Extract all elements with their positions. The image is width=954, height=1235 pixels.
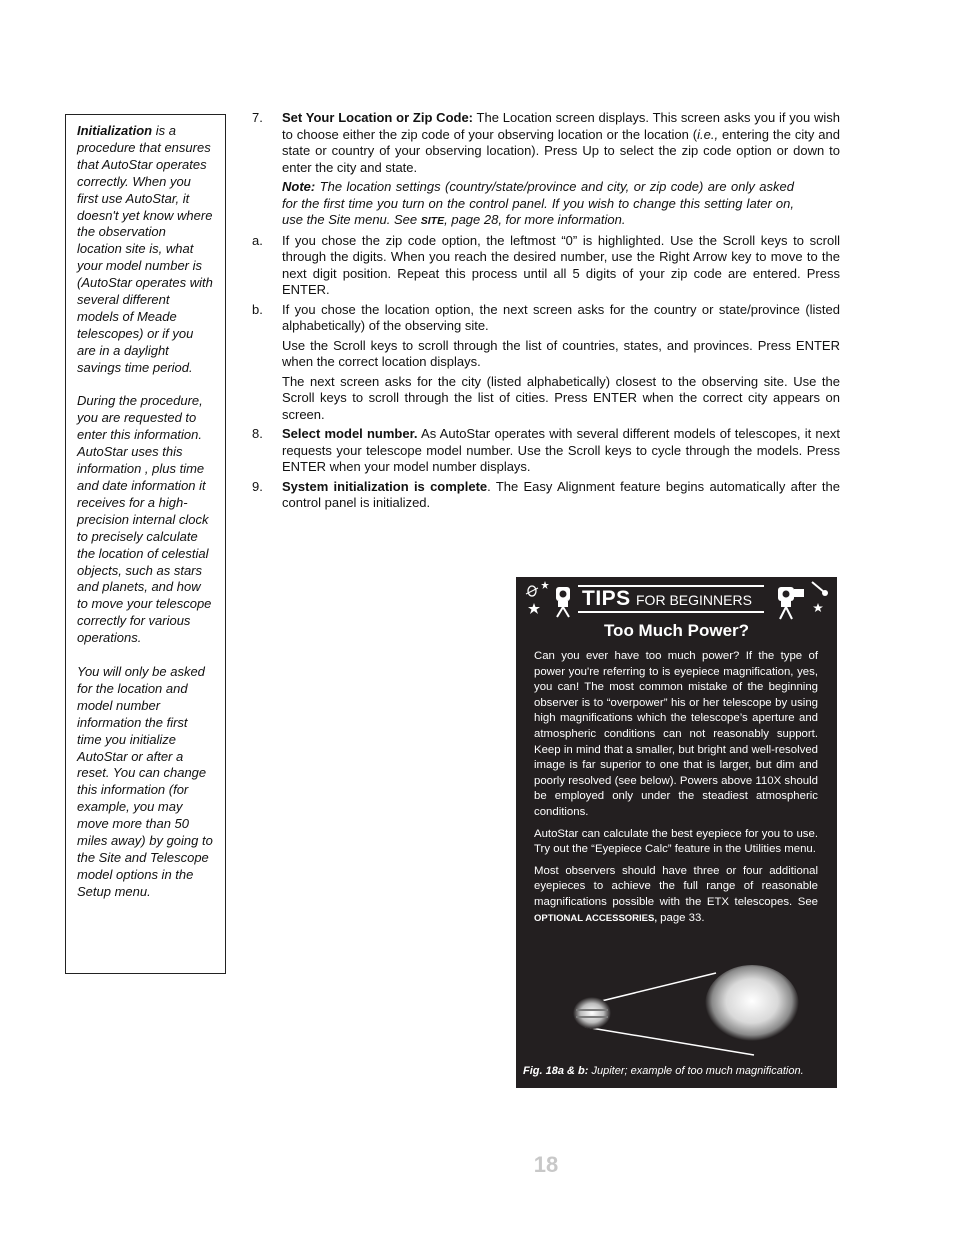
step-b-text-3: The next screen asks for the city (listed alphabetically) closest to the observing site. Use the Scroll keys to scroll through the list of cities. Press ENTER when the correct city appears on screen. <box>282 373 840 422</box>
tips-body <box>534 649 818 932</box>
step-8 <box>252 426 840 476</box>
page-number: 18 <box>533 1152 559 1177</box>
sidebar-note <box>65 114 226 974</box>
step-8-text <box>282 426 840 476</box>
step-9-text <box>282 479 840 512</box>
tips-paragraph-3 <box>534 864 818 926</box>
main-instructions <box>252 110 840 515</box>
telescope-left-icon <box>522 579 582 619</box>
note-label: Note: <box>282 179 316 194</box>
step-letter: a. <box>252 232 263 248</box>
step-7-text <box>282 110 840 176</box>
tips-paragraph-2: AutoStar can calculate the best eyepiece for you to use. Try out the “Eyepiece Calc” feature in the Utilities menu. <box>534 827 818 856</box>
step-number: 9. <box>252 478 263 494</box>
sidebar-term: Initialization <box>77 123 153 138</box>
sidebar-paragraph-2: During the procedure, you are requested to enter this information. AutoStar uses this information , plus time and date information it receives for a high-precision internal clock to precisely calculate the location of celestial objects, such as stars and planets, and how to move your telescope correctly for various operations. <box>77 393 212 646</box>
step-number: 8. <box>252 426 263 441</box>
tips-p3-text: Most observers should have three or four additional eyepieces to achieve the full range of reasonable magnifications possible with the ETX telescopes. See <box>534 864 818 908</box>
step-7-text-a: The Location screen displays. This screen asks you if you wish to choose either the zip code of your observing location or the location ( <box>282 110 840 142</box>
step-7-text-b: entering the city and state or country of your observing location). Press Up to select the zip code option or down to enter the city and state. <box>282 126 840 175</box>
tips-paragraph-1: Can you ever have too much power? If the type of power you're referring to is eyepiece magnification, yes, you can! The most common mistake of the beginning observer is to “overpower” his or her telescope by using high magnifications which the telescope’s aperture and atmospheric conditions can not reasonably support. Keep in mind that a smaller, but bright and well-resolved image is far superior to one that is larger, but dim and poorly resolved (see below). Powers above 110X should be employed only under the steadiest atmospheric conditions. <box>534 650 818 818</box>
step-number: 7. <box>252 110 263 125</box>
magnification-line-top <box>585 973 716 1005</box>
jupiter-large <box>705 965 799 1045</box>
step-7-title: Set Your Location or Zip Code: <box>282 110 474 125</box>
step-8-body: As AutoStar operates with several different models of telescopes, it next requests your telescope model number. Use the Scroll keys to cycle through the models. Press ENTER when your model number displays. <box>282 426 840 474</box>
step-9 <box>252 479 840 512</box>
figure-caption <box>523 1065 804 1077</box>
tips-subtitle: FOR BEGINNERS <box>636 592 752 608</box>
tips-title: TIPS <box>582 587 631 610</box>
step-9-title: System initialization is complete <box>282 478 488 494</box>
tips-p3-end: page 33. <box>657 911 705 924</box>
step-a <box>252 233 840 299</box>
step-a-text: If you chose the zip code option, the leftmost “0” is highlighted. Use the Scroll keys to scroll through the digits. When you reach the desired number, use the Right Arrow key to move to the next digit position. Repeat this process until all 5 digits of your zip code are entered. Press ENTER. <box>282 232 840 297</box>
tips-box <box>516 577 837 1088</box>
location-note <box>282 179 794 230</box>
note-site-link: SITE <box>420 215 445 227</box>
caption-label: Fig. 18a & b: <box>523 1065 589 1077</box>
tips-header <box>516 577 837 625</box>
step-9-body: . The Easy Alignment feature begins automatically after the control panel is initialized. <box>282 478 840 510</box>
step-letter: b. <box>252 301 263 317</box>
note-text: The location settings (country/state/province and city, or zip code) are only asked for the first time you turn on the control panel. If you wish to change this setting later on, use the Site menu. See <box>282 179 794 227</box>
sidebar-paragraph-3: You will only be asked for the location and model number information the first time you initialize AutoStar or after a reset. You can change this information (for example, you may move more than 50 miles away) by going to the Site and Telescope model options in the Setup menu. <box>77 663 213 899</box>
sidebar-paragraph-1 <box>77 123 214 377</box>
step-b <box>252 302 840 424</box>
step-b-text-2: Use the Scroll keys to scroll through the list of countries, states, and provinces. Press ENTER when the correct location displays. <box>282 337 840 369</box>
telescope-right-icon <box>772 579 834 621</box>
jupiter-figure <box>568 965 808 1065</box>
optional-accessories-ref: OPTIONAL ACCESSORIES, <box>534 912 657 924</box>
step-7 <box>252 110 840 230</box>
step-7-ie: i.e., <box>697 126 719 142</box>
sidebar-text-1: is a procedure that ensures that AutoStar operates correctly. When you first use AutoStar, it doesn't yet know where the observation location site is, what your model number is (AutoStar operates with several different models of Meade telescopes) or if you are in a daylight savings time period. <box>77 123 213 375</box>
note-end: , page 28, for more information. <box>444 212 626 227</box>
step-b-text-1: If you chose the location option, the next screen asks for the country or state/province (listed alphabetically) of the observing site. <box>282 301 840 333</box>
caption-text: Jupiter; example of too much magnification. <box>588 1065 804 1077</box>
header-bar-bottom <box>578 611 764 613</box>
tips-heading: Too Much Power? <box>603 621 750 640</box>
jupiter-small <box>573 997 611 1029</box>
step-8-title: Select model number. <box>282 426 418 441</box>
